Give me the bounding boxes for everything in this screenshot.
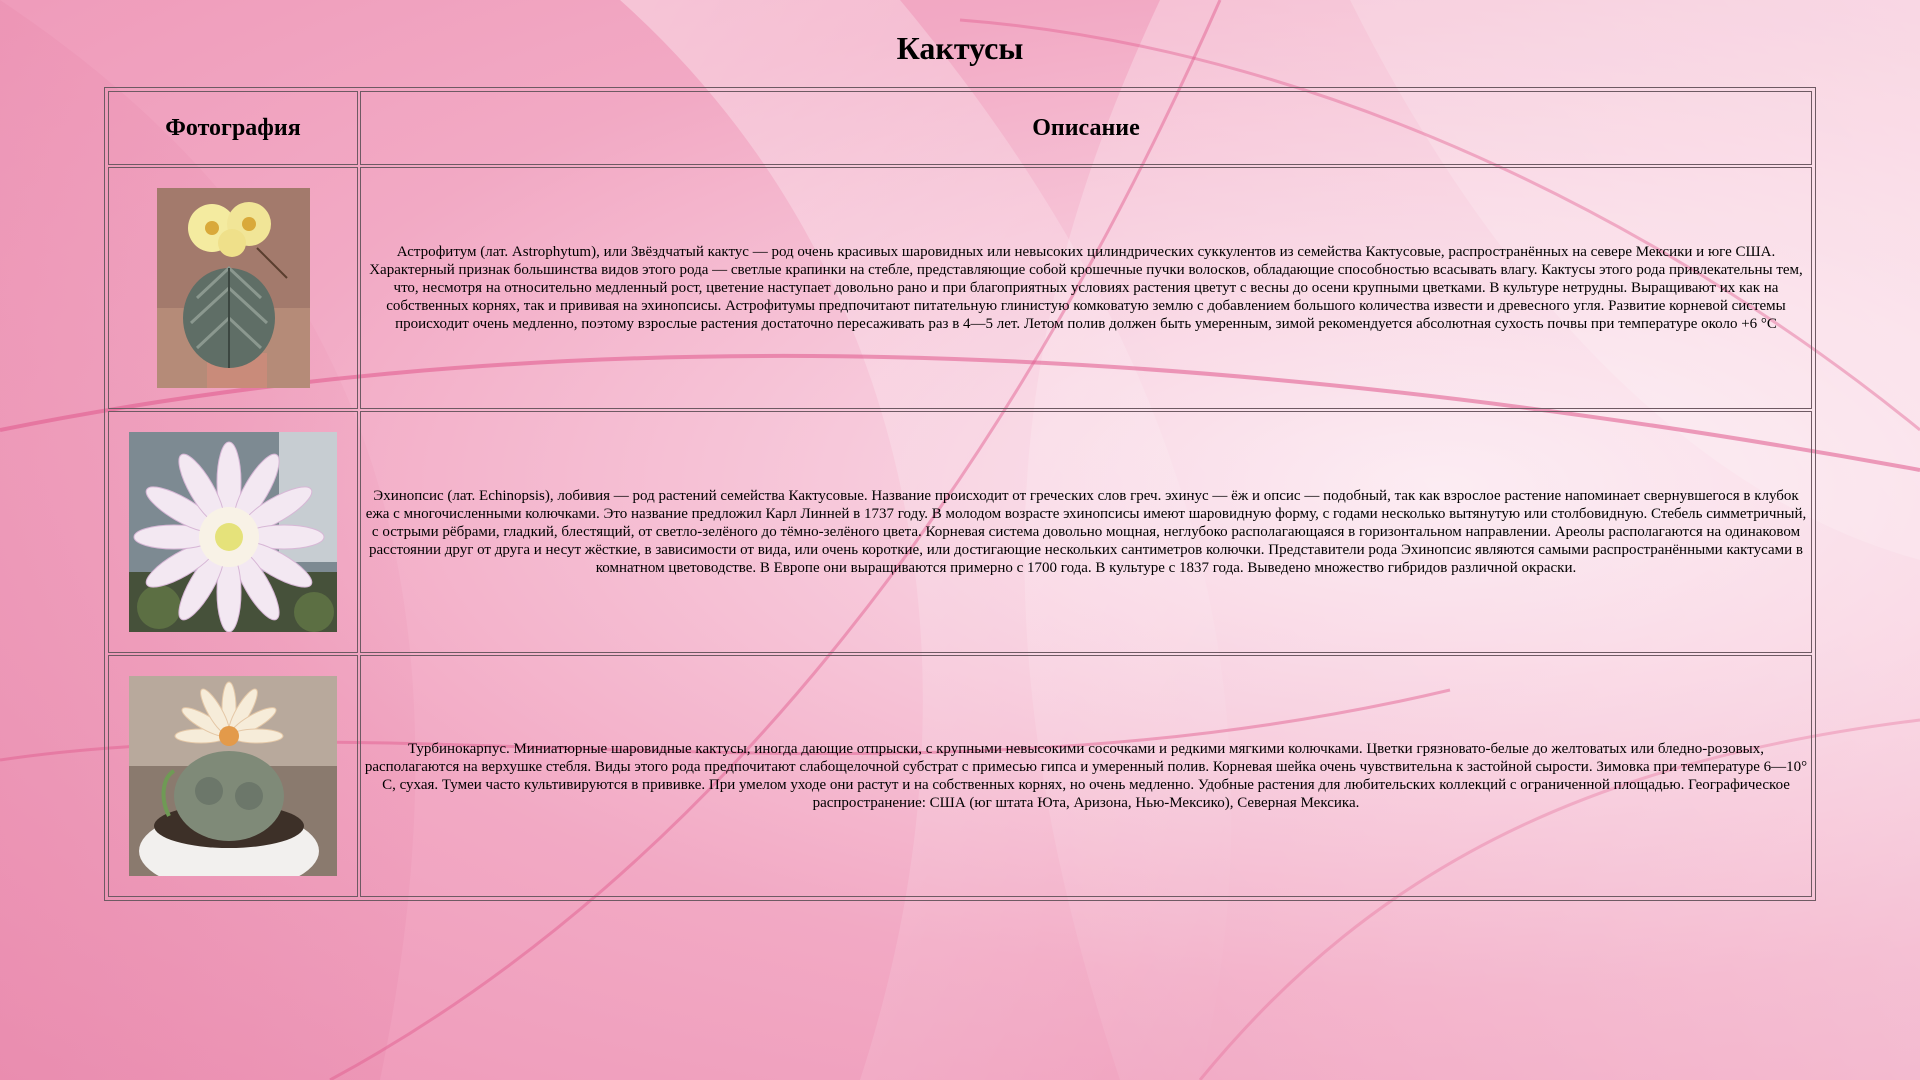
description-cell: Эхинопсис (лат. Echinopsis), лобивия — род растений семейства Кактусовые. Название происходит от греческих слов греч. эхинус — ёж и опсис — подобный, так как взрослое растение напоминает свернувшегося в клубок ежа с многочисленными колючками. Это название предложил Карл Линней в 1737 году. В молодом возрасте эхинопсисы имеют шаровидную форму, с годами несколько вытянутую или столбовидную. Стебель симметричный, с острыми рёбрами, гладкий, блестящий, от светло-зелёного до тёмно-зелёного цвета. Корневая система довольно мощная, неглубоко располагающаяся в горизонтальном направлении. Ареолы располагаются на одинаковом расстоянии друг от друга и несут жёсткие, в зависимости от вида, или очень короткие, или достигающие нескольких сантиметров колючки. Представители рода Эхинопсис являются самыми распространёнными кактусами в комнатном цветоводстве. В Европе они выращиваются примерно с 1700 года. В культуре с 1837 года. Выведено множество гибридов различной окраски. xyxy=(360,411,1812,653)
astrophytum-photo xyxy=(157,188,310,388)
description-cell: Астрофитум (лат. Astrophytum), или Звёздчатый кактус — род очень красивых шаровидных или невысоких цилиндрических суккулентов из семейства Кактусовые, распространённых на севере Мексики и юге США. Характерный признак большинства видов этого рода — светлые крапинки на стебле, представляющие собой крошечные пучки волосков, обладающие способностью всасывать влагу. Кактусы этого рода привлекательны тем, что, несмотря на относительно медленный рост, цветение наступает довольно рано и при благоприятных условиях растения цветут с весны до осени крупными цветками. В культуре нетрудны. Выращивают их как на собственных корнях, так и прививая на эхинопсисы. Астрофитумы предпочитают питательную глинистую комковатую землю с добавлением большого количества извести и древесного угля. Развитие корневой системы происходит очень медленно, поэтому взрослые растения достаточно пересаживать раз в 4—5 лет. Летом полив должен быть умеренным, зимой рекомендуется абсолютная сухость почвы при температуре около +6 °C xyxy=(360,167,1812,409)
echinopsis-photo xyxy=(129,432,337,632)
table-header-row xyxy=(108,91,1812,165)
photo-cell xyxy=(108,655,358,897)
page-title: Кактусы xyxy=(896,30,1024,66)
cacti-table xyxy=(104,87,1816,901)
table-row xyxy=(108,167,1812,409)
photo-cell xyxy=(108,411,358,653)
table-row xyxy=(108,655,1812,897)
turbinicarpus-photo xyxy=(129,676,337,876)
table-row xyxy=(108,411,1812,653)
header-photo: Фотография xyxy=(108,91,358,165)
description-cell: Турбинокарпус. Миниатюрные шаровидные кактусы, иногда дающие отпрыски, с крупными невысокими сосочками и редкими мягкими колючками. Цветки грязновато-белые до желтоватых или бледно-розовых, располагаются на верхушке стебля. Виды этого рода предпочитают слабощелочной субстрат с примесью гипса и умеренный полив. Корневая шейка очень чувствительна к застойной сырости. Зимовка при температуре 6—10° C, сухая. Тумеи часто культивируются в прививке. При умелом уходе они растут и на собственных корнях, но очень медленно. Удобные растения для любительских коллекций с ограниченной площадью. Географическое распространение: США (юг штата Юта, Аризона, Нью-Мексико), Северная Мексика. xyxy=(360,655,1812,897)
header-description: Описание xyxy=(360,91,1812,165)
photo-cell xyxy=(108,167,358,409)
